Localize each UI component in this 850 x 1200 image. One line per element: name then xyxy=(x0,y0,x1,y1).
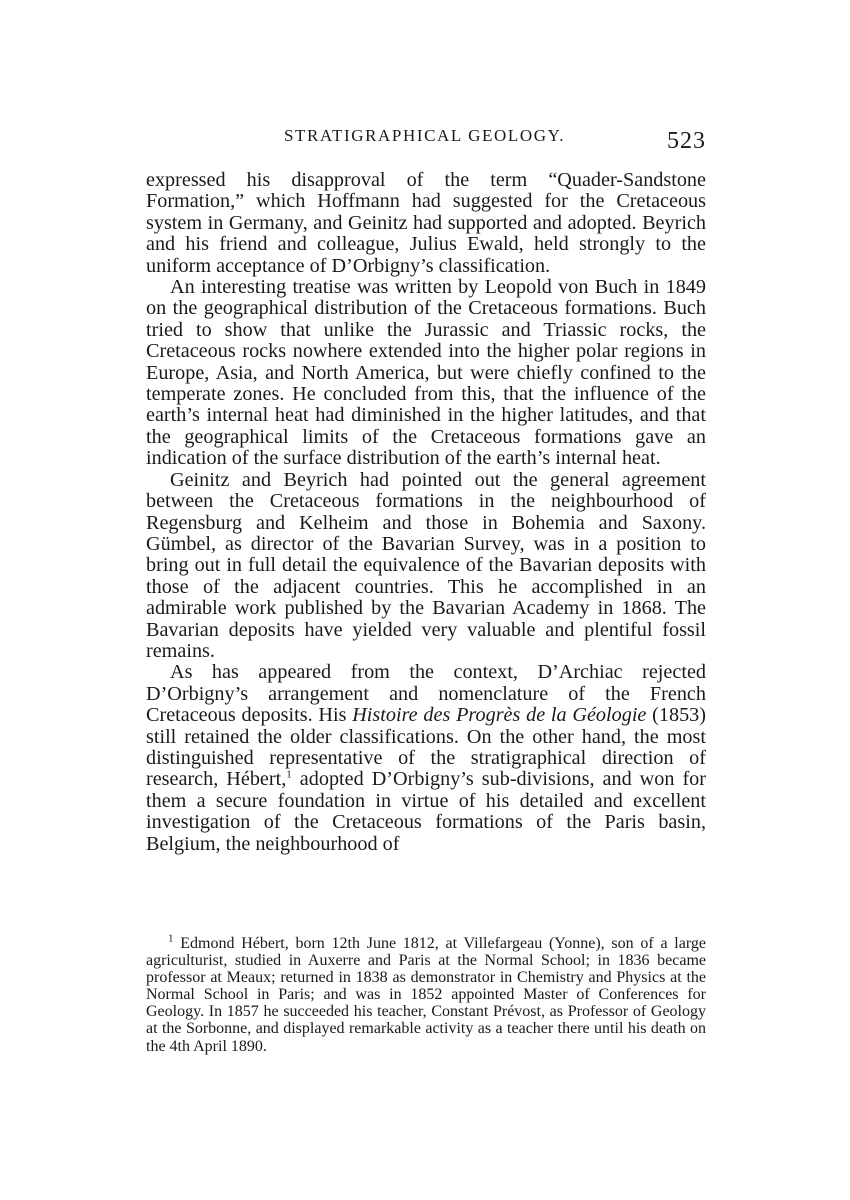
paragraph-hebert-text-a: As has appeared from the context, D’Archiac rejected D’Orbigny’s arrangement and nomenclature of the French Cretaceous deposits. His xyxy=(146,661,706,727)
page-number: 523 xyxy=(667,128,706,154)
footnote-text: Edmond Hébert, born 12th June 1812, at Villefargeau (Yonne), son of a large agriculturist, studied in Auxerre and Paris at the Normal School; in 1836 became professor at Meaux; returned in 1838 as demonstrator in Chemistry and Physics at the Normal School in Paris; and was in 1852 appointed Master of Conferences for Geology. In 1857 he succeeded his teacher, Constant Prévost, as Professor of Geology at the Sorbonne, and displayed remarkable activity as a teacher there until his death on the 4th April 1890. xyxy=(146,935,706,1055)
footnotes xyxy=(146,932,706,1055)
paragraph-gumbel: Geinitz and Beyrich had pointed out the general agreement between the Cretaceous formations in the neighbourhood of Regensburg and Kelheim and those in Bohemia and Saxony. Gümbel, as director of the Bavarian Survey, was in a position to bring out in full detail the equivalence of the Bavarian deposits with those of the adjacent countries. This he accomplished in an admirable work published by the Bavarian Academy in 1868. The Bavarian deposits have yielded very valuable and plentiful fossil remains. xyxy=(146,468,706,662)
paragraph-hebert-text-b: (1853) still retained the older classifications. On the other hand, the most distinguished representative of the stratigraphical direction of research, Hébert, xyxy=(146,704,706,791)
book-title-italic: Histoire des Progrès de la Géologie xyxy=(352,704,647,727)
paragraph-hebert-text-c: adopted D’Orbigny’s sub-divisions, and won for them a secure foundation in virtue of his detailed and excellent investigation of the Cretaceous formations of the Paris basin, Belgium, the neighbourhood of xyxy=(146,768,706,855)
footnote-hebert xyxy=(146,932,706,1055)
body-text xyxy=(146,170,706,855)
paragraph-von-buch: An interesting treatise was written by Leopold von Buch in 1849 on the geographical distribution of the Cretaceous formations. Buch tried to show that unlike the Jurassic and Triassic rocks, the Cretaceous rocks nowhere extended into the higher polar regions in Europe, Asia, and North America, but were chiefly confined to the temperate zones. He concluded from this, that the influence of the earth’s internal heat had diminished in the higher latitudes, and that the geographical limits of the Cretaceous formations gave an indication of the surface distribution of the earth’s internal heat. xyxy=(146,276,706,470)
paragraph-continued: expressed his disapproval of the term “Quader-Sandstone Formation,” which Hoffmann had suggested for the Cretaceous system in Germany, and Geinitz had supported and adopted. Beyrich and his friend and colleague, Julius Ewald, held strongly to the uniform acceptance of D’Orbigny’s classification. xyxy=(146,169,706,277)
paragraph-hebert xyxy=(146,662,706,855)
running-header xyxy=(146,122,706,158)
footnote-marker: 1 xyxy=(168,932,174,945)
footnote-reference: 1 xyxy=(286,768,292,781)
running-title: STRATIGRAPHICAL GEOLOGY. xyxy=(284,126,566,145)
